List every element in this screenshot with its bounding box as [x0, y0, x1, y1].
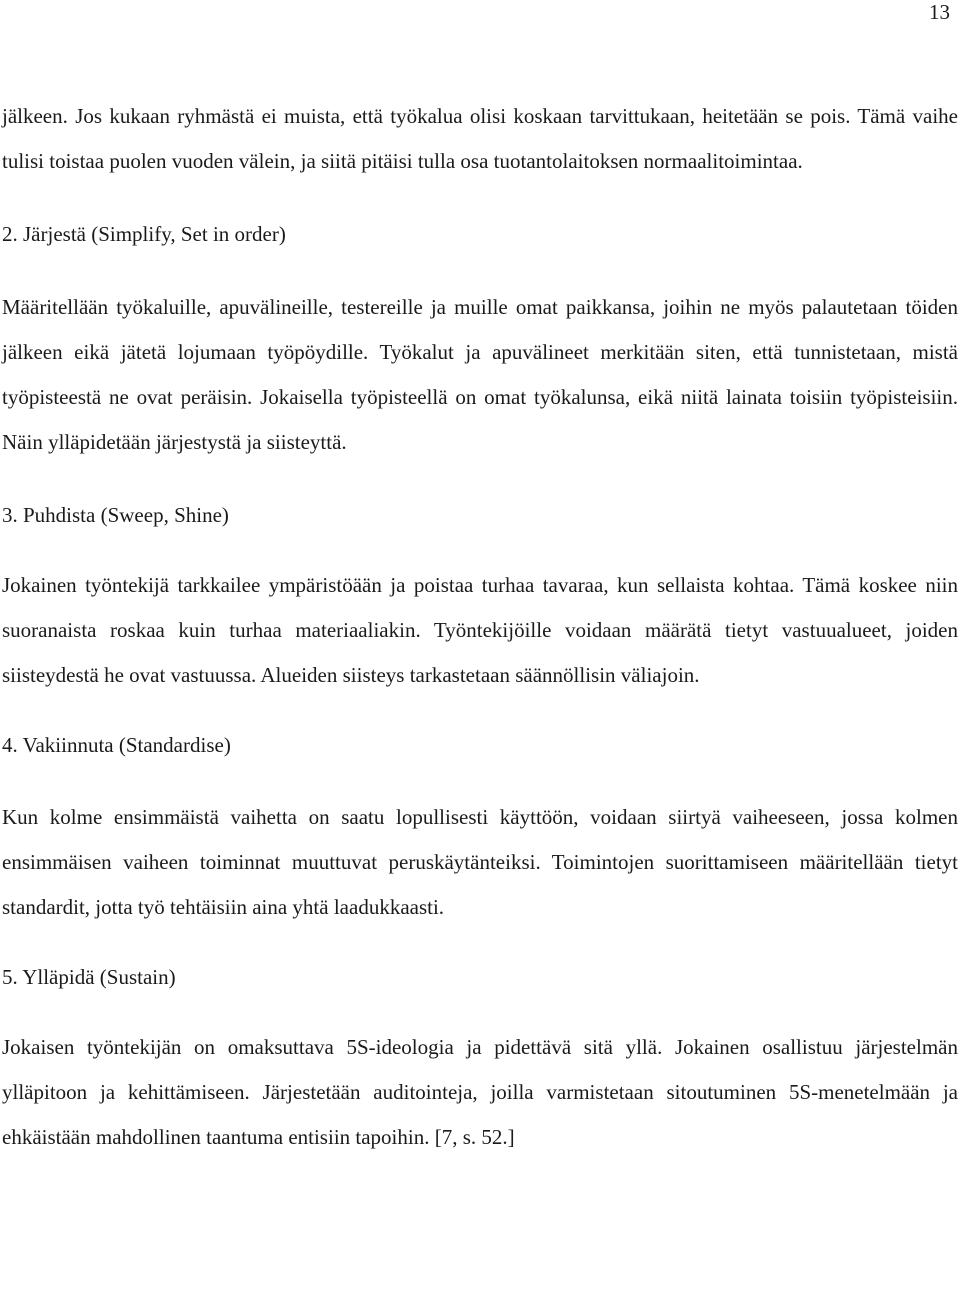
- section-paragraph-4: Kun kolme ensimmäistä vaihetta on saatu lopullisesti käyttöön, voidaan siirtyä vaiheeseen, jossa kolmen ensimmäisen vaiheen toiminnat muuttuvat peruskäytänteiksi. Toimintojen suorittamiseen määritellään tietyt standardit, jotta työ tehtäisiin aina yhtä laadukkaasti.: [2, 805, 958, 919]
- section-heading-5: 5. Ylläpidä (Sustain): [2, 965, 176, 989]
- section-heading-3: 3. Puhdista (Sweep, Shine): [2, 503, 229, 527]
- section-heading-4: 4. Vakiinnuta (Standardise): [2, 733, 231, 757]
- section-paragraph-5: Jokaisen työntekijän on omaksuttava 5S-ideologia ja pidettävä sitä yllä. Jokainen osallistuu järjestelmän ylläpitoon ja kehittämiseen. Järjestetään auditointeja, joilla varmistetaan sitoutuminen 5S-menetelmään ja ehkäistään mahdollinen taantuma entisiin tapoihin. [7, s. 52.]: [2, 1035, 958, 1149]
- document-body: [2, 94, 958, 1160]
- section-heading-2: 2. Järjestä (Simplify, Set in order): [2, 222, 286, 246]
- section-paragraph-2: Määritellään työkaluille, apuvälineille, testereille ja muille omat paikkansa, joihin ne myös palautetaan töiden jälkeen eikä jätetä lojumaan työpöydille. Työkalut ja apuvälineet merkitään siten, että tunnistetaan, mistä työpisteestä ne ovat peräisin. Jokaisella työpisteellä on omat työkalunsa, eikä niitä lainata toisiin työpisteisiin. Näin ylläpidetään järjestystä ja siisteyttä.: [2, 295, 958, 454]
- page-number: 13: [929, 0, 950, 24]
- section-paragraph-3: Jokainen työntekijä tarkkailee ympäristöään ja poistaa turhaa tavaraa, kun sellaista kohtaa. Tämä koskee niin suoranaista roskaa kuin turhaa materiaaliakin. Työntekijöille voidaan määrätä tietyt vastuualueet, joiden siisteydestä he ovat vastuussa. Alueiden siisteys tarkastetaan säännöllisin väliajoin.: [2, 573, 958, 687]
- intro-paragraph: jälkeen. Jos kukaan ryhmästä ei muista, että työkalua olisi koskaan tarvittukaan, heitetään se pois. Tämä vaihe tulisi toistaa puolen vuoden välein, ja siitä pitäisi tulla osa tuotantolaitoksen normaalitoimintaa.: [2, 104, 958, 173]
